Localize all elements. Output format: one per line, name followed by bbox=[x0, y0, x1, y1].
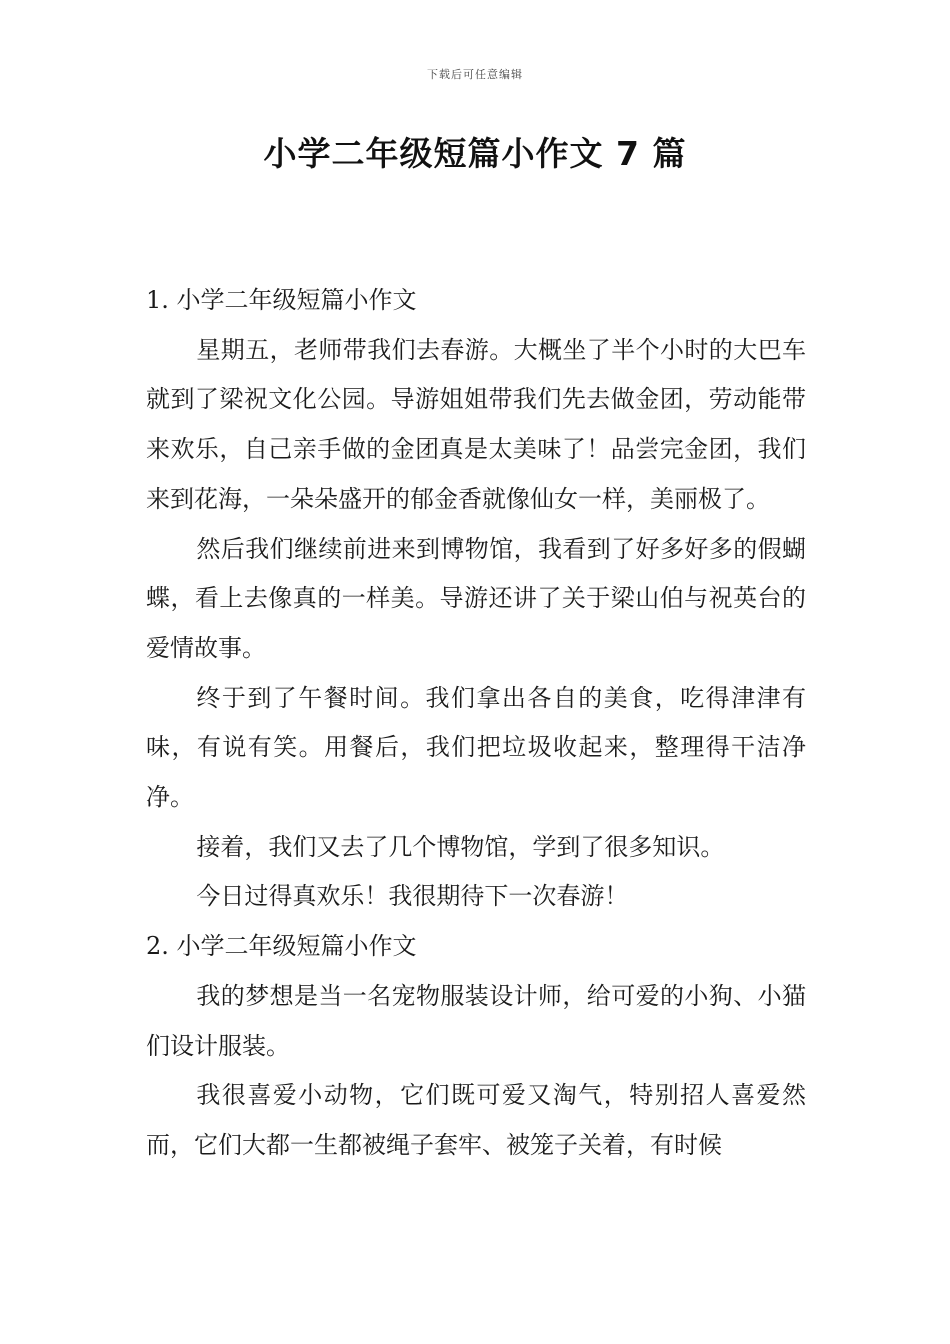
section-heading-1: 1. 小学二年级短篇小作文 bbox=[146, 286, 417, 314]
section-heading-2: 2. 小学二年级短篇小作文 bbox=[146, 932, 417, 961]
paragraph: 终于到了午餐时间。我们拿出各自的美食，吃得津津有味，有说有笑。用餐后，我们把垃圾收起来，整理得干洁净净。 bbox=[146, 683, 806, 812]
paragraph: 我的梦想是当一名宠物服装设计师，给可爱的小狗、小猫们设计服装。 bbox=[146, 981, 806, 1060]
paragraph: 星期五，老师带我们去春游。大概坐了半个小时的大巴车就到了梁祝文化公园。导游姐姐带我们先去做金团，劳动能带来欢乐，自己亲手做的金团真是太美味了！品尝完金团，我们来到花海，一朵朵盛开的郁金香就像仙女一样，美丽极了。 bbox=[146, 335, 806, 513]
paragraph: 然后我们继续前进来到博物馆，我看到了好多好多的假蝴蝶，看上去像真的一样美。导游还讲了关于梁山伯与祝英台的爱情故事。 bbox=[146, 534, 806, 662]
document-title: 小学二年级短篇小作文 7 篇 bbox=[263, 134, 687, 173]
paragraph: 今日过得真欢乐！我很期待下一次春游！ bbox=[196, 882, 629, 911]
paragraph: 接着，我们又去了几个博物馆，学到了很多知识。 bbox=[196, 832, 725, 861]
document-body bbox=[146, 276, 806, 1171]
header-note: 下载后可任意编辑 bbox=[427, 68, 523, 81]
paragraph: 我很喜爱小动物，它们既可爱又淘气，特别招人喜爱然而，它们大都一生都被绳子套牢、被笼子关着，有时候 bbox=[146, 1081, 806, 1159]
